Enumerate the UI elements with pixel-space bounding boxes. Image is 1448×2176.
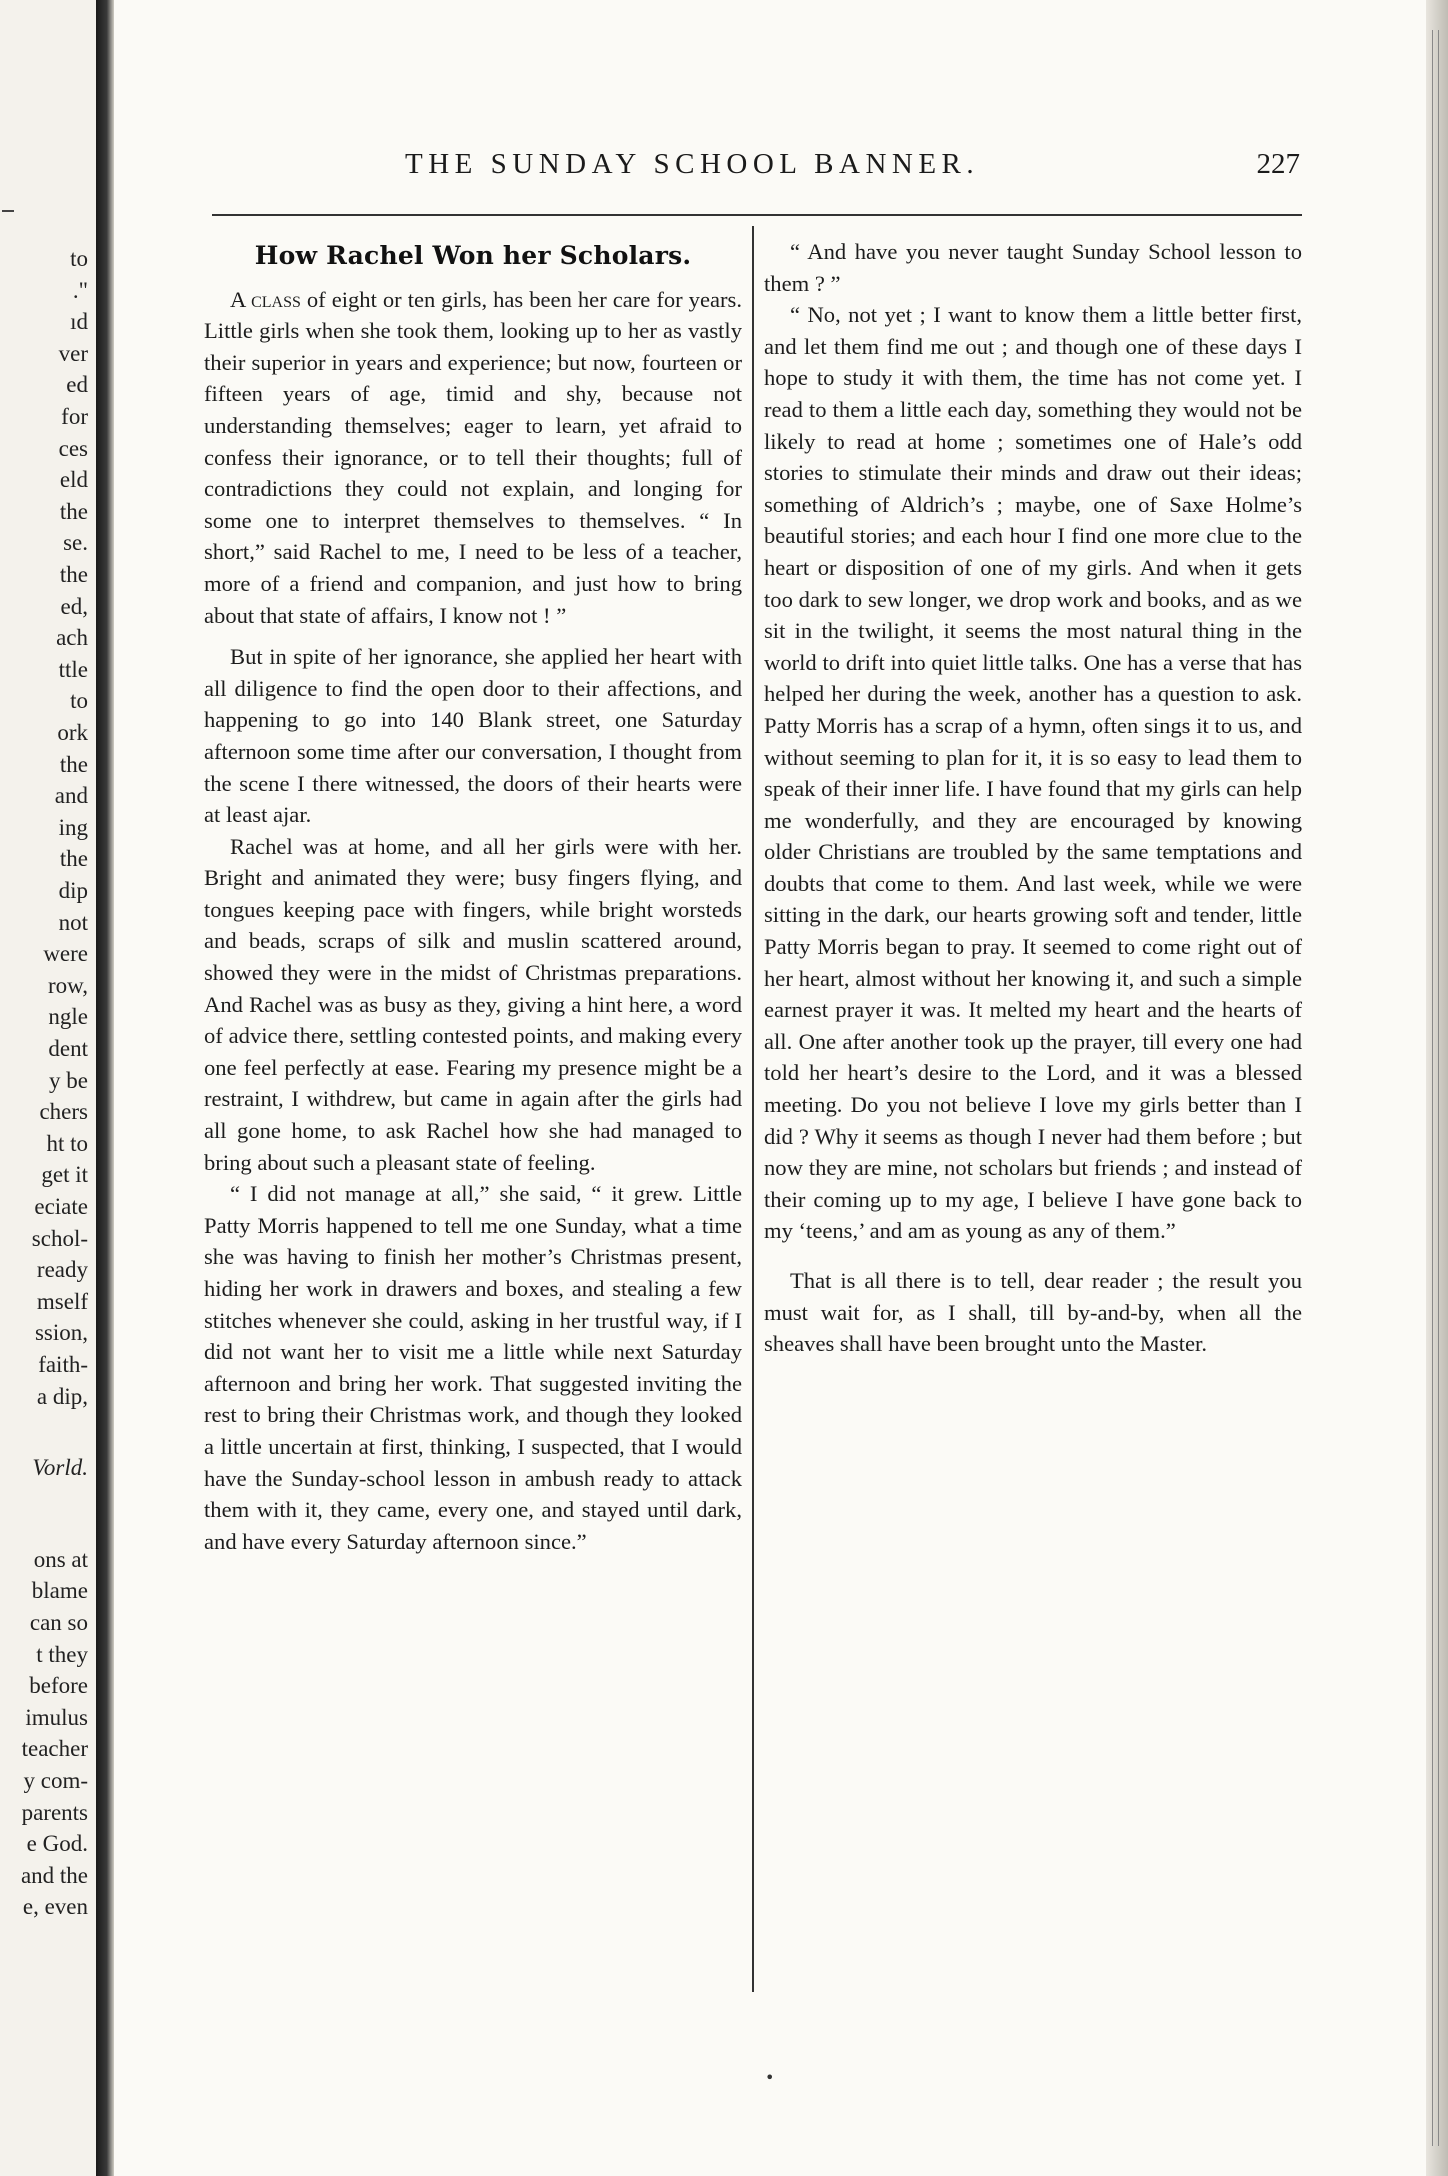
left-margin-fragment: ht to (46, 1130, 88, 1156)
left-margin-fragment: the (59, 846, 88, 872)
page-header (290, 148, 1300, 192)
left-margin-fragment: not (58, 909, 88, 935)
left-margin-fragment: and the (20, 1862, 88, 1888)
left-margin-fragment: to (70, 688, 88, 714)
left-page-rule (2, 210, 14, 212)
left-margin-fragment: ver (58, 340, 88, 366)
article-paragraph: “ I did not manage at all,” she said, “ it grew. Little Patty Morris happened to tell me one Sunday, what a time she was having to finish her mother’s Christmas present, hiding her work in drawers and boxes, and stealing a few stitches whenever she could, asking in her trustful way, if I did not want her to visit me a little while next Saturday afternoon and bring her work. That suggested inviting the rest to bring their Christmas work, and though they looked a little uncertain at first, thinking, I suspected, that I would have the Sunday-school lesson in ambush ready to attack them with it, they came, every one, and stayed until dark, and have every Saturday afternoon since.” (204, 1181, 742, 1554)
header-rule (212, 214, 1302, 216)
left-margin-fragment: ons at (33, 1546, 88, 1572)
left-margin-fragment: se. (63, 530, 88, 556)
left-margin-fragment: ssion, (34, 1320, 88, 1346)
left-margin-fragment: ing (58, 814, 88, 840)
paragraph-lead: A class (230, 286, 301, 312)
left-margin-fragment: ork (57, 720, 88, 745)
left-margin-fragment: ngle (48, 1004, 88, 1030)
left-margin-fragment: dip (58, 878, 88, 903)
left-margin-fragment: e, even (22, 1894, 88, 1920)
left-margin-fragment: ed (66, 372, 88, 398)
left-margin-fragment: chers (39, 1099, 88, 1125)
left-margin-fragment: teacher (21, 1736, 88, 1762)
left-margin-fragment: mself (36, 1288, 88, 1314)
left-margin-fragment: to (70, 246, 88, 271)
article-paragraph: “ And have you never taught Sunday School lesson to them ? ” (764, 239, 1302, 296)
left-margin-fragment: before (29, 1673, 88, 1699)
article-paragraph: “ No, not yet ; I want to know them a little better first, and let them find me out ; and though one of these days I hope to study it with them, the time has not come yet. I read to them a little each day, something they would not be likely to read at home ; sometimes one of Hale’s odd stories to stimulate their minds and draw out their ideas; something of Aldrich’s ; maybe, one of Saxe Holme’s beautiful stories; and each hour I find one more clue to the heart or disposition of one of my girls. And when it gets too dark to sew longer, we drop work and books, and as we sit in the twilight, it seems the most natural thing in the world to drift into quiet little talks. One has a verse that has helped her during the week, another has a question to ask. Patty Morris has a scrap of a hymn, often sings it to us, and without seeming to plan for it, it is so easy to lead them to speak of their inner life. I have found that my girls can help me wonderfully, and they are encouraged by knowing older Christians are troubled by the same temptations and doubts that come to them. And last week, while we were sitting in the dark, our hearts growing soft and tender, little Patty Morris began to pray. It seemed to come right out of her heart, almost without her knowing it, and such a simple earnest prayer it was. It melted my heart and the hearts of all. One after another took up the prayer, till every one had told her heart’s desire to the Lord, and it was a blessed meeting. Do you not believe I love my girls better than I did ? Why it seems as though I never had them before ; but now they are mine, not scholars but friends ; and instead of their coming up to my age, I believe I have gone back to my ‘teens,’ and am as young as any of them.” (764, 302, 1302, 1244)
running-title: THE SUNDAY SCHOOL BANNER. (405, 148, 980, 180)
left-margin-fragment: ttle (58, 656, 88, 682)
left-margin-fragment: faith- (38, 1352, 88, 1377)
article-paragraph: But in spite of her ignorance, she applied her heart with all diligence to find the open door to their affections, and happening to go into 140 Blank street, one Saturday afternoon some time after our conversation, I thought from the scene I there witnessed, the doors of their hearts were at least ajar. (204, 644, 742, 828)
left-margin-fragment: ach (56, 625, 88, 651)
left-margin-fragment: a dip, (36, 1383, 88, 1409)
article-paragraph: That is all there is to tell, dear reader ; the result you must wait for, as I shall, till by-and-by, when all the sheaves shall have been brought unto the Master. (764, 1268, 1302, 1357)
left-margin-fragment: y be (49, 1067, 88, 1093)
left-margin-fragment: ed, (60, 593, 88, 619)
left-margin-fragment: ces (58, 435, 88, 461)
left-page-fragment (0, 0, 96, 2176)
paragraph-text: of eight or ten girls, has been her care for years. Little girls when she took them, looking up to her as vastly their superior in years and experience; but now, fourteen or fifteen years of age, timid and shy, because not understanding themselves; eager to learn, yet afraid to confess their ignorance, or to tell their thoughts; full of contradictions they could not explain, and longing for some one to interpret themselves to themselves. “ In short,” said Rachel to me, I need to be less of a teacher, more of a friend and companion, and just how to bring about that state of affairs, I know not ! ” (204, 286, 742, 628)
left-margin-fragment: y com- (23, 1768, 88, 1793)
left-margin-fragment: can so (29, 1610, 88, 1635)
left-margin-fragment: ." (72, 277, 88, 303)
column-divider (752, 226, 754, 1992)
article-title: How Rachel Won her Scholars. (254, 241, 692, 270)
book-gutter (96, 0, 114, 2176)
left-margin-fragment: ready (36, 1257, 88, 1283)
left-margin-fragment: get it (41, 1162, 88, 1188)
left-margin-fragment: blame (31, 1578, 88, 1604)
left-margin-fragment: the (59, 498, 88, 524)
page-number: 227 (1256, 148, 1300, 180)
left-margin-fragment: schol- (31, 1225, 88, 1251)
left-margin-fragment: Vorld. (32, 1455, 88, 1481)
left-margin-fragment: the (59, 751, 88, 777)
page-edge (1426, 0, 1448, 2176)
article-column-left (204, 236, 742, 1557)
left-margin-fragment: eciate (34, 1194, 88, 1219)
article-column-right (764, 236, 1302, 1360)
left-margin-fragment: row, (47, 972, 88, 998)
left-margin-fragment: dent (48, 1036, 88, 1061)
left-margin-fragment: t they (36, 1641, 88, 1667)
left-margin-fragment: imulus (25, 1704, 88, 1730)
article-paragraph (204, 284, 742, 632)
left-margin-fragment: ıd (70, 309, 88, 335)
article-paragraph: Rachel was at home, and all her girls were with her. Bright and animated they were; busy fingers flying, and tongues keeping pace with fingers, while bright worsteds and beads, scraps of silk and muslin scattered around, showed they were in the midst of Christmas preparations. And Rachel was as busy as they, giving a hint here, a word of advice there, settling contested points, and making every one feel perfectly at ease. Fearing my presence might be a restraint, I withdrew, but came in again after the girls had all gone home, to ask Rachel how she had managed to bring about such a pleasant state of feeling. (204, 833, 742, 1175)
left-margin-fragment: the (59, 562, 88, 587)
left-margin-fragment: e God. (26, 1831, 88, 1857)
left-margin-fragment: and (54, 783, 88, 809)
print-mark: • (765, 2068, 775, 2087)
left-margin-fragment: for (61, 404, 88, 429)
left-margin-fragment: were (43, 941, 88, 967)
left-margin-fragment: eld (59, 467, 88, 493)
left-margin-fragment: parents (21, 1799, 88, 1825)
